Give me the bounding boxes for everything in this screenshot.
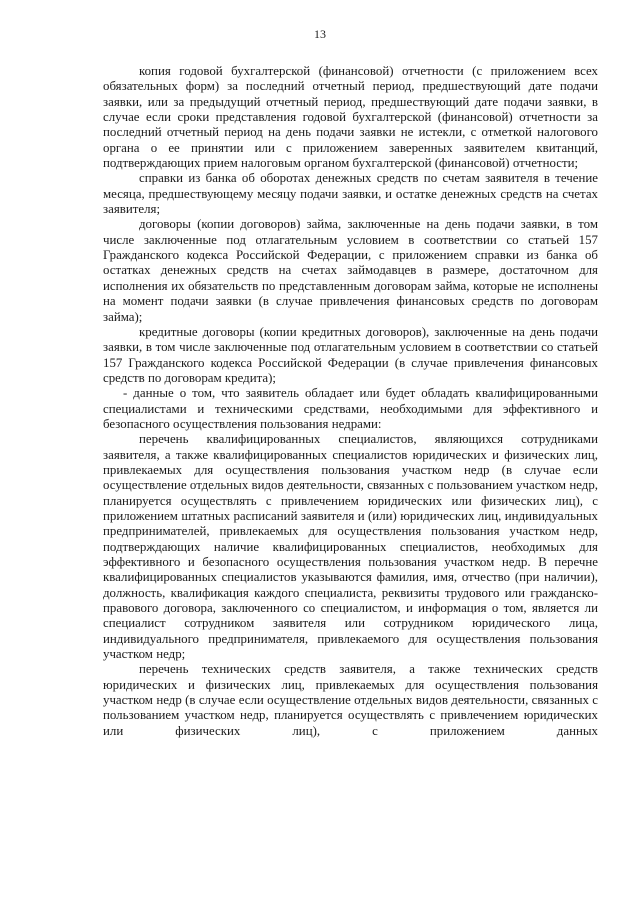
paragraph-specialists-data: - данные о том, что заявитель обладает или будет обладать квалифицированными специалистами и техническими средствами, необходимыми для эффективного и безопасного осуществления пользования недрами: [103, 386, 598, 431]
page-number: 13 [314, 27, 326, 41]
paragraph-financial-statements: копия годовой бухгалтерской (финансовой) отчетности (с приложением всех обязательных форм) за последний отчетный период, предшествующий дате подачи заявки, или за предыдущий отчетный период, предшествующий дате подачи заявки, в случае если сроки представления годовой бухгалтерской (финансовой) отчетности за последний отчетный период на день подачи заявки не истекли, с отметкой налогового органа о ее принятии или с приложением заверенных заявителем квитанций, подтверждающих прием налоговым органом бухгалтерской (финансовой) отчетности; [103, 64, 598, 171]
paragraph-technical-means-list: перечень технических средств заявителя, а также технических средств юридических и физических лиц, привлекаемых для осуществления пользования участком недр (в случае если осуществление отдельных видов деятельности, связанных с пользованием участком недр, планируется осуществлять с привлечением юридических или физических лиц), с приложением данных [103, 662, 598, 738]
paragraph-loan-agreements: договоры (копии договоров) займа, заключенные на день подачи заявки, в том числе заключенные под отлагательным условием в соответствии со статьей 157 Гражданского кодекса Российской Федерации, с приложением справки из банка об остатках денежных средств на счетах займодавцев в размере, достаточном для исполнения их обязательств по представленным договорам займа, которые не исполнены на момент подачи заявки (в случае привлечения финансовых средств по договорам займа); [103, 217, 598, 324]
paragraph-specialists-list: перечень квалифицированных специалистов, являющихся сотрудниками заявителя, а также квалифицированных специалистов юридических и физических лиц, привлекаемых для осуществления пользования участком недр (в случае если осуществление отдельных видов деятельности, связанных с пользованием участком недр, планируется осуществлять с привлечением юридических или физических лиц), с приложением штатных расписаний заявителя и (или) юридических лиц, индивидуальных предпринимателей, привлекаемых для осуществления пользования участком недр, подтверждающих наличие квалифицированных специалистов, необходимых для эффективного и безопасного осуществления пользования участком недр. В перечне квалифицированных специалистов указываются фамилия, имя, отчество (при наличии), должность, квалификация каждого специалиста, реквизиты трудового или гражданско-правового договора, заключенного со специалистом, и информация о том, является ли специалист сотрудником заявителя или сотрудником юридического лица, индивидуального предпринимателя, привлекаемого для осуществления пользования участком недр; [103, 432, 598, 662]
paragraph-credit-agreements: кредитные договоры (копии кредитных договоров), заключенные на день подачи заявки, в том числе заключенные под отлагательным условием в соответствии со статьей 157 Гражданского кодекса Российской Федерации (в случае привлечения финансовых средств по договорам кредита); [103, 324, 598, 385]
paragraph-bank-statements: справки из банка об оборотах денежных средств по счетам заявителя в течение месяца, предшествующему месяцу подачи заявки, и остатке денежных средств на счетах заявителя; [103, 171, 598, 217]
page-body [103, 64, 598, 739]
